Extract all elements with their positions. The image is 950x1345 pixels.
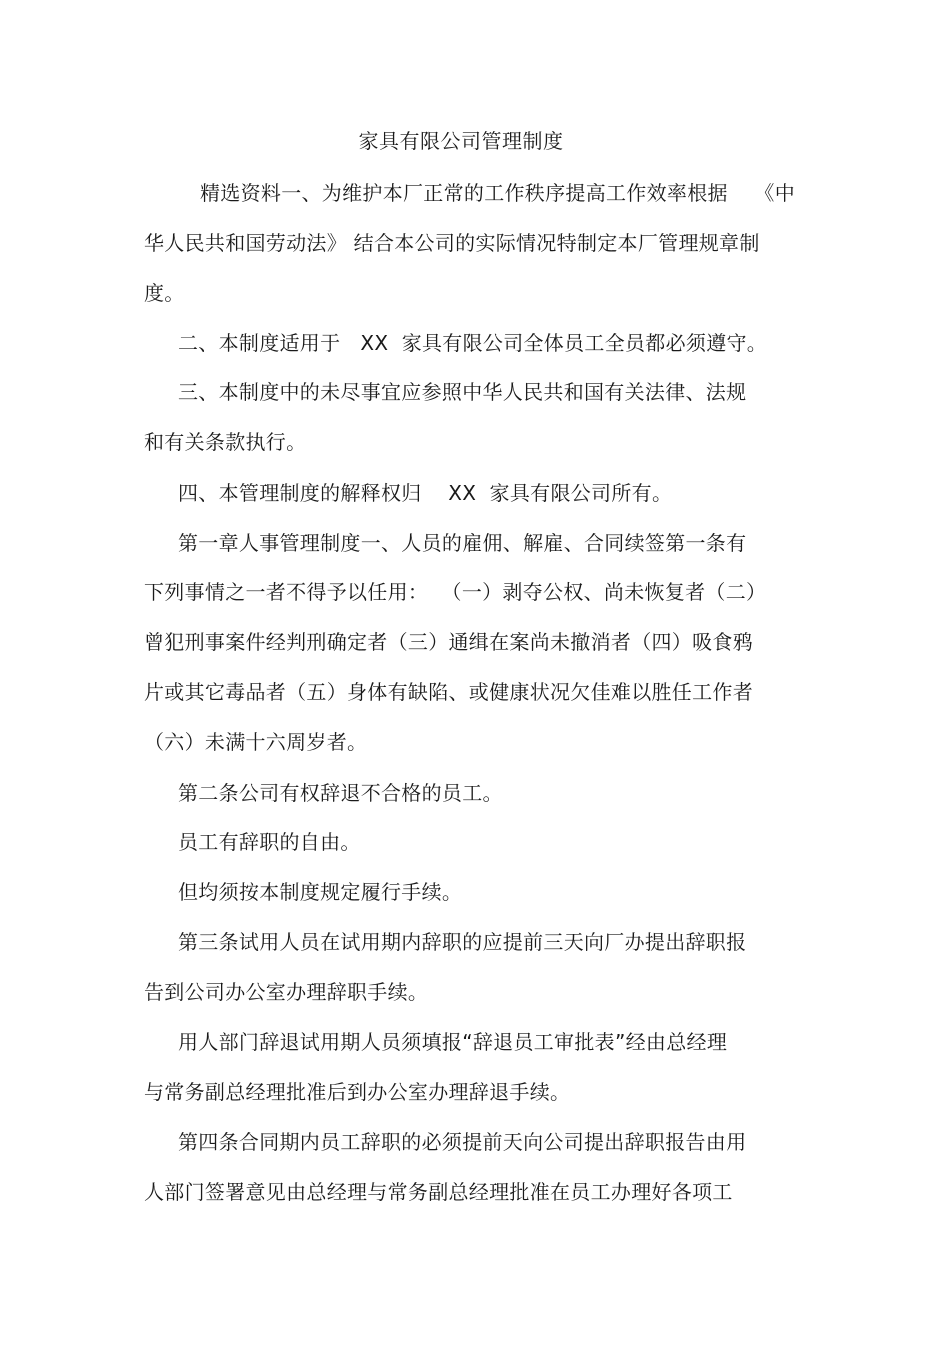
paragraph-line: 精选资料一、为维护本厂正常的工作秩序提高工作效率根据 《中	[200, 181, 796, 205]
paragraph-line: 用人部门辞退试用期人员须填报“辞退员工审批表”经由总经理	[178, 1030, 728, 1054]
paragraph-line: 第四条合同期内员工辞职的必须提前天向公司提出辞职报告由用	[178, 1130, 747, 1154]
paragraph-line: 片或其它毒品者（五）身体有缺陷、或健康状况欠佳难以胜任工作者	[144, 680, 753, 704]
paragraph-line: 下列事情之一者不得予以任用： （一）剥夺公权、尚未恢复者（二）	[144, 580, 767, 604]
paragraph-line: 和有关条款执行。	[144, 430, 307, 454]
paragraph-line: 员工有辞职的自由。	[178, 830, 361, 854]
paragraph-line: 第二条公司有权辞退不合格的员工。	[178, 781, 503, 805]
paragraph-line: 度。	[144, 281, 185, 305]
paragraph-line: 第三条试用人员在试用期内辞职的应提前三天向厂办提出辞职报	[178, 930, 747, 954]
document-title: 家具有限公司管理制度	[358, 129, 564, 153]
paragraph-line: 与常务副总经理批准后到办公室办理辞退手续。	[144, 1080, 571, 1104]
paragraph-line: 人部门签署意见由总经理与常务副总经理批准在员工办理好各项工	[144, 1180, 733, 1204]
paragraph-line: 三、本制度中的未尽事宜应参照中华人民共和国有关法律、法规	[178, 380, 747, 404]
paragraph-line: （六）未满十六周岁者。	[144, 730, 368, 754]
paragraph-line: 华人民共和国劳动法》 结合本公司的实际情况特制定本厂管理规章制	[144, 231, 760, 255]
paragraph-line: 四、本管理制度的解释权归 XX 家具有限公司所有。	[178, 481, 673, 505]
paragraph-line: 告到公司办公室办理辞职手续。	[144, 980, 429, 1004]
paragraph-line: 曾犯刑事案件经判刑确定者（三）通缉在案尚未撤消者（四）吸食鸦	[144, 630, 753, 654]
paragraph-line: 第一章人事管理制度一、人员的雇佣、解雇、合同续签第一条有	[178, 531, 747, 555]
paragraph-line: 但均须按本制度规定履行手续。	[178, 880, 463, 904]
paragraph-line: 二、本制度适用于 XX 家具有限公司全体员工全员都必须遵守。	[178, 331, 768, 355]
